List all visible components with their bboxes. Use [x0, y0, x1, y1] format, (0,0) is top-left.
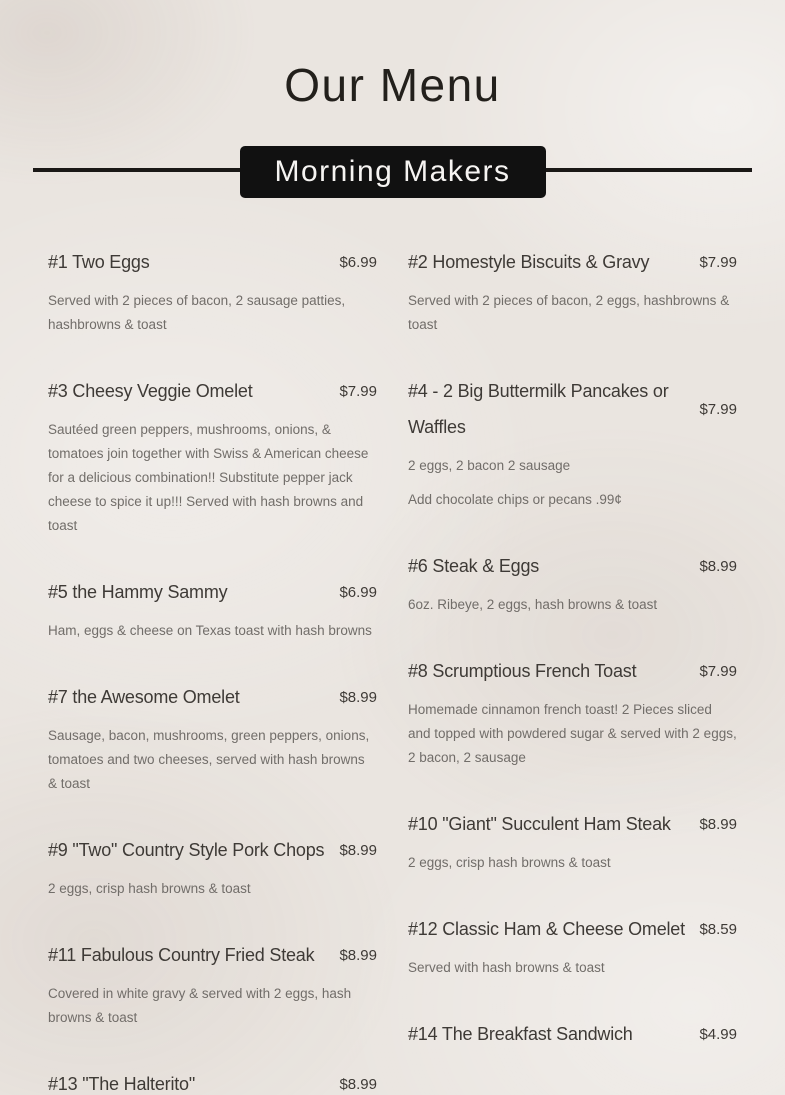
section-banner: Morning Makers — [240, 146, 546, 198]
menu-item-description: Covered in white gravy & served with 2 eggs, hash browns & toast — [48, 986, 352, 1025]
menu-item-name: #7 the Awesome Omelet — [48, 687, 240, 707]
menu-item-header — [408, 806, 737, 842]
menu-item-header — [48, 1066, 377, 1095]
menu-item — [408, 373, 737, 512]
menu-item-header — [48, 574, 377, 610]
menu-item-price: $7.99 — [699, 662, 737, 680]
menu-item-header — [48, 244, 377, 280]
menu-item — [48, 937, 377, 1030]
menu-item — [48, 832, 377, 901]
menu-item-header — [408, 548, 737, 584]
menu-item-price: $6.99 — [339, 583, 377, 601]
menu-item-header — [48, 373, 377, 409]
page-title: Our Menu — [284, 59, 501, 111]
menu-item-price: $8.59 — [699, 920, 737, 938]
menu-item-name: #2 Homestyle Biscuits & Gravy — [408, 252, 650, 272]
menu-item — [48, 244, 377, 337]
menu-column-2 — [408, 244, 737, 1095]
menu-item-description: Homemade cinnamon french toast! 2 Pieces sliced and topped with powdered sugar & served with 2 eggs, 2 bacon, 2 sausage — [408, 702, 737, 765]
menu-item-price: $7.99 — [699, 253, 737, 271]
menu-item-name: #14 The Breakfast Sandwich — [408, 1024, 633, 1044]
menu-item-description: 2 eggs, crisp hash browns & toast — [48, 881, 251, 896]
menu-item-description: Served with hash browns & toast — [408, 960, 605, 975]
menu-item — [48, 574, 377, 643]
menu-item-header — [408, 1016, 737, 1052]
menu-item-name: #12 Classic Ham & Cheese Omelet — [408, 919, 685, 939]
menu-item-header — [48, 937, 377, 973]
menu-item-description: Add chocolate chips or pecans .99¢ — [408, 492, 622, 507]
menu-item — [48, 373, 377, 538]
menu-item-name: #3 Cheesy Veggie Omelet — [48, 381, 253, 401]
menu-item-description: 2 eggs, 2 bacon 2 sausage — [408, 458, 571, 473]
menu-item-name: #13 "The Halterito" — [48, 1074, 196, 1094]
menu-item — [408, 653, 737, 770]
menu-item-description: Sautéed green peppers, mushrooms, onions, & tomatoes join together with Swiss & American cheese for a delicious combination!! Substitute pepper jack cheese to spice it up!!! Served with hash browns and toast — [48, 422, 369, 533]
section-header — [0, 146, 785, 198]
menu-item-price: $8.99 — [339, 1075, 377, 1093]
menu-item-name: #9 "Two" Country Style Pork Chops — [48, 840, 325, 860]
menu-item-price: $8.99 — [699, 815, 737, 833]
menu-item — [408, 244, 737, 337]
menu-item-name: #10 "Giant" Succulent Ham Steak — [408, 814, 671, 834]
menu-item-price: $6.99 — [339, 253, 377, 271]
menu-item-description: Sausage, bacon, mushrooms, green peppers, onions, tomatoes and two cheeses, served with hash browns & toast — [48, 728, 370, 791]
menu-item-header — [408, 373, 737, 445]
menu-item-price: $8.99 — [699, 557, 737, 575]
menu-item-price: $7.99 — [339, 382, 377, 400]
menu-item-description: Served with 2 pieces of bacon, 2 eggs, hashbrowns & toast — [408, 293, 730, 332]
menu-columns — [0, 244, 785, 1095]
menu-item-price: $7.99 — [699, 400, 737, 418]
menu-column-1 — [48, 244, 377, 1095]
menu-item-name: #6 Steak & Eggs — [408, 556, 540, 576]
menu-item-price: $4.99 — [699, 1025, 737, 1043]
menu-item-name: #8 Scrumptious French Toast — [408, 661, 637, 681]
menu-item-name: #4 - 2 Big Buttermilk Pancakes or Waffles — [408, 381, 669, 437]
menu-item — [408, 548, 737, 617]
menu-item-header — [48, 679, 377, 715]
menu-item — [48, 1066, 377, 1095]
menu-item-header — [408, 244, 737, 280]
menu-item — [48, 679, 377, 796]
menu-item — [408, 911, 737, 980]
menu-item-name: #11 Fabulous Country Fried Steak — [48, 945, 315, 965]
menu-item-description: Served with 2 pieces of bacon, 2 sausage patties, hashbrowns & toast — [48, 293, 346, 332]
menu-item-header — [408, 653, 737, 689]
menu-item — [408, 1016, 737, 1052]
menu-item-price: $8.99 — [339, 688, 377, 706]
menu-item-name: #1 Two Eggs — [48, 252, 150, 272]
menu-item-header — [408, 911, 737, 947]
menu-item-description: 2 eggs, crisp hash browns & toast — [408, 855, 611, 870]
menu-item-description: 6oz. Ribeye, 2 eggs, hash browns & toast — [408, 597, 658, 612]
menu-item-description: Ham, eggs & cheese on Texas toast with hash browns — [48, 623, 372, 638]
menu-page — [0, 56, 785, 1095]
menu-item-header — [48, 832, 377, 868]
menu-item — [408, 806, 737, 875]
menu-item-price: $8.99 — [339, 946, 377, 964]
menu-item-name: #5 the Hammy Sammy — [48, 582, 228, 602]
menu-item-price: $8.99 — [339, 841, 377, 859]
